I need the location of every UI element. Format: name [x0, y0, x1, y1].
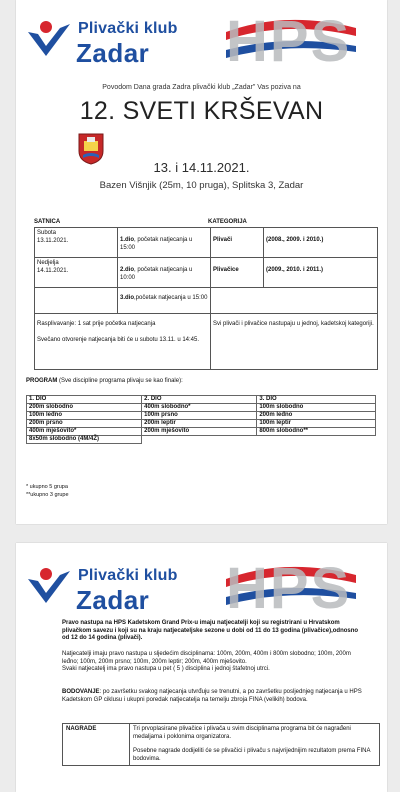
- invitation-text: Povodom Dana grada Zadra plivački klub „Zadar" Vas poziva na: [102, 84, 301, 91]
- footnote-groups-5: * ukupno 5 grupa: [26, 484, 68, 490]
- club-name-line2: Zadar: [76, 38, 150, 68]
- schedule-day: Nedjelja: [37, 260, 59, 266]
- club-name-line1: Plivački klub: [78, 20, 178, 37]
- hps-logo-text: HPS: [226, 556, 352, 621]
- schedule-part-cell: [118, 228, 211, 258]
- program-cell: 100m prsno: [142, 412, 257, 420]
- schedule-start: , početak natjecanja u 15:00: [120, 237, 193, 251]
- satnica-label: SATNICA: [34, 219, 61, 225]
- schedule-part-cell: [118, 258, 211, 288]
- kadetski-note: Svi plivači i plivačice nastupaju u jednoj, kadetskoj kategoriji.: [211, 314, 378, 370]
- document-page-1: [16, 0, 387, 524]
- otvorenje-text: Svečano otvorenje natjecanja biti će u subotu 13.11. u 14:45.: [37, 337, 200, 343]
- disciplines-text: Natjecatelji imaju pravo nastupa u sljedećim disciplinama: 100m, 200m, 400m i 800m slobodno; 100m, 200m leđno; 100m, 200m prsno; 100m, 200m leptir; 200m, 400m mješovito.: [62, 651, 351, 665]
- program-cell: 100m leđno: [27, 412, 142, 420]
- club-emblem-icon: [26, 18, 74, 62]
- schedule-date: 13.11.2021.: [37, 238, 69, 244]
- program-cell: [257, 436, 376, 444]
- hps-logo: [216, 553, 366, 619]
- program-footnotes: [26, 483, 69, 499]
- hps-logo: [216, 6, 366, 72]
- category-name: Plivači: [211, 228, 264, 258]
- program-note: (Sve discipline programa plivaju se kao finale):: [57, 378, 183, 384]
- program-cell: [142, 436, 257, 444]
- category-years: (2009., 2010. i 2011.): [264, 258, 378, 288]
- club-logo: [26, 555, 226, 615]
- program-cell: 200m mješovito: [142, 428, 257, 436]
- nagrade-label: NAGRADE: [63, 724, 130, 766]
- program-cell: 200m slobodno: [27, 404, 142, 412]
- program-table: [26, 395, 376, 444]
- bodovanje-label: BODOVANJE: [62, 689, 100, 695]
- program-header-cell: 3. DIO: [257, 396, 376, 404]
- max-entries-text: Svaki natjecatelj ima pravo nastupa u pet ( 5 ) disciplina i jednoj štafetnoj utrci.: [62, 666, 270, 672]
- schedule-date: 14.11.2021.: [37, 268, 69, 274]
- schedule-start: , početak natjecanja u 10:00: [120, 267, 193, 281]
- eligibility-text: Pravo nastupa na HPS Kadetskom Grand Prix-u imaju natjecatelji koji su registrirani u Hrvatskom plivačkom savezu i koji su na kraju natjecateljske sezone u dobi od 11 do 13 godina (plivačice),odnosno od 12 do 14 godina (plivači).: [62, 620, 359, 641]
- program-cell: 400m mješovito*: [27, 428, 142, 436]
- program-cell: 100m slobodno: [257, 404, 376, 412]
- schedule-table: [34, 227, 378, 370]
- category-empty-cell: [211, 288, 378, 314]
- bodovanje-block: [62, 689, 362, 704]
- event-venue: Bazen Višnjik (25m, 10 pruga), Splitska 3, Zadar: [99, 180, 304, 191]
- event-title: 12. SVETI KRŠEVAN: [79, 97, 324, 125]
- document-page-2: [16, 543, 387, 792]
- kategorija-label: KATEGORIJA: [208, 219, 247, 225]
- program-cell: 200m leđno: [257, 412, 376, 420]
- category-name: Plivačice: [211, 258, 264, 288]
- nagrade-cell: [130, 724, 380, 766]
- bodovanje-text: : po završetku svakog natjecanja utvrđuju se trenutni, a po završetku posljednjeg natjecanja u HPS Kadetskom GP ciklusu i ukupni poredak natjecatelja na temelju zbroja FINA (velikih) bodova.: [62, 689, 362, 703]
- program-heading: [26, 378, 183, 384]
- hps-logo-text: HPS: [226, 9, 352, 74]
- schedule-empty-cell: [35, 288, 118, 314]
- program-label: PROGRAM: [26, 378, 58, 384]
- nagrade-medals-text: Tri prvoplasirane plivačice i plivača u svim disciplinama programa bit će nagrađeni medaljama i poklonima organizatora.: [133, 726, 351, 740]
- disciplines-block: [62, 651, 362, 674]
- schedule-start: ,početak natjecanja u 15:00: [134, 295, 208, 301]
- club-emblem-icon: [26, 565, 74, 609]
- program-cell: 8x50m slobodno (4M/4Ž): [27, 436, 142, 444]
- rasplivavanje-text: Rasplivavanje: 1 sat prije početka natjecanja: [37, 321, 156, 327]
- program-cell: 200m leptir: [142, 420, 257, 428]
- schedule-part-cell: [118, 288, 211, 314]
- schedule-part: 2.dio: [120, 267, 135, 273]
- schedule-day-cell: [35, 258, 118, 288]
- footnote-groups-3: **ukupno 3 grupe: [26, 492, 69, 498]
- nagrade-special-text: Posebne nagrade dodijeliti će se plivačici i plivaču s najvrijednijim rezultatom prema FINA bodovima.: [133, 748, 371, 762]
- club-name-line1: Plivački klub: [78, 567, 178, 584]
- program-cell: 100m leptir: [257, 420, 376, 428]
- program-header-cell: 2. DIO: [142, 396, 257, 404]
- schedule-part: 1.dio: [120, 237, 135, 243]
- event-date: 13. i 14.11.2021.: [153, 160, 250, 175]
- nagrade-table: [62, 723, 380, 766]
- schedule-day-cell: [35, 228, 118, 258]
- club-logo: [26, 8, 226, 68]
- program-header-cell: 1. DIO: [27, 396, 142, 404]
- schedule-day: Subota: [37, 230, 57, 236]
- info-cell: [35, 314, 211, 370]
- program-cell: 800m slobodno**: [257, 428, 376, 436]
- program-cell: 400m slobodno*: [142, 404, 257, 412]
- club-name-line2: Zadar: [76, 585, 150, 615]
- category-years: (2008., 2009. i 2010.): [264, 228, 378, 258]
- program-cell: 200m prsno: [27, 420, 142, 428]
- schedule-part: 3.dio: [120, 295, 135, 301]
